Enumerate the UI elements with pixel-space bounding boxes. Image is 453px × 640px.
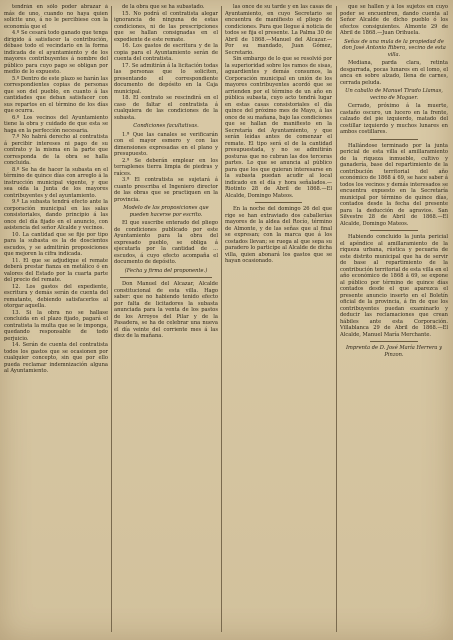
paragraph: 12. Los gastos del expediente, escritura y demás serán de cuenta del rematante, debiendo satisfacerlos al otorgar aquella. bbox=[4, 283, 108, 309]
paragraph: El que suscribe enterado del pliego de condiciones publicado por este Ayuntamiento para la obra del expresado pueblo, se obliga á ejecutarla por la cantidad de ... escudos, á cuyo efecto acompaña el documento de depósito. bbox=[114, 220, 218, 265]
section-divider bbox=[255, 202, 302, 203]
paragraph: Sin embargo de lo que se resolvió por la superioridad sobre los ramos de sisas, aguardientes y demás consumos, la Corporación municipal en unión de los mayores contribuyentes acordó que se arrienden por el término de un año en pública subasta, cuyo acto tendrá lugar en estas casas consistoriales el día quince del próximo mes de Mayo, á las once de su mañana, bajo las condiciones que se hallan de manifiesto en la Secretaría del Ayuntamiento, y que serán leídas antes de comenzar el remate. El tipo será el de la cantidad presupuestada, y no se admitirán posturas que no cubran las dos terceras partes. Lo que se anuncia al público para que los que quieran interesarse en la subasta puedan acudir al local indicado en el día y hora señalados.—Riotinto 28 de Abril de 1868.—El Alcalde, Domingo Mateos. bbox=[225, 56, 332, 199]
date-line: (Fecha y firma del proponente.) bbox=[124, 267, 208, 274]
paragraph: En la noche del domingo 26 del que rige se han extraviado dos caballerías mayores de la aldea del Rocío, término de Almonte, y de las señas que al final se expresan; con la marca que á los costados llevan; se ruega al que sepa su paradero lo participe al Alcalde de dicha villa, quien abonará los gastos que se hayan ocasionado. bbox=[225, 206, 332, 264]
paragraph: 1.ª Que las canales se verificarán con el mayor esmero y con las dimensiones expresadas en el plano y presupuesto. bbox=[114, 131, 218, 157]
paragraph: 9.º La subasta tendrá efecto ante la corporación municipal en las salas consistoriales, dando principio á las once del día fijado en el anuncio, con asistencia del señor Alcalde y vecinos. bbox=[4, 199, 108, 231]
column-4 bbox=[340, 4, 448, 634]
section-divider bbox=[370, 230, 418, 231]
paragraph: 17. Se admitirán á la licitación todas las personas que lo soliciten, presentando el correspondiente documento de depósito en la Caja municipal. bbox=[114, 62, 218, 95]
section-heading: Señas de una mula de la propiedad de don José Antonio Ribera, vecino de esta villa. bbox=[342, 38, 446, 58]
printer-imprint: Imprenta de D. José María Herrera y Pinzon. bbox=[345, 345, 443, 358]
paragraph: 15. No podrá el contratista alegar ignorancia de ninguna de estas condiciones, ni de las prescripciones que se hallan consignadas en el expediente de este remate. bbox=[114, 10, 218, 43]
paragraph: 8.º Se ha de hacer la subasta en el término de quince días con arreglo á la instrucción municipal vigente, y que sea oída la Junta de los mayores contribuyentes y del ayuntamiento. bbox=[4, 166, 108, 199]
paragraph: 2.ª Se deberán emplear en los terraplenes tierra limpia de piedras y raíces. bbox=[114, 157, 218, 177]
paragraph: 13. Si la obra no se hallase concluida en el plazo fijado, pagará el contratista la multa que se le imponga, quedando responsable de todo perjuicio. bbox=[4, 309, 108, 342]
paragraph: Habiendo concluido la junta pericial el apéndice al amillaramiento de la riqueza urbana, rústica y pecuaria de este distrito municipal que ha de servir de base al repartimiento de la contribución territorial de esta villa en el año económico de 1868 á 69, se expone al público por término de quince días contados desde el que aparezca el presente anuncio inserto en el Boletín oficial de la provincia, á fin de que los contribuyentes puedan examinarlo y deducir las reclamaciones que crean hábiles ante esta Corporación. Villablanca 29 de Abril de 1868.—El Alcalde, Manuel María Merchante. bbox=[340, 234, 448, 338]
column-divider bbox=[336, 6, 337, 632]
section-heading: Modelo de las proposiciones que pueden hacerse por escrito. bbox=[123, 205, 209, 218]
paragraph: 16. Los gastos de escritura y de la copia para el Ayuntamiento serán de cuenta del contratista. bbox=[114, 43, 218, 62]
column-divider bbox=[221, 6, 222, 632]
paragraph: que se hallen y á los sujetos en cuyo poder se encuentren, dando cuenta al Señor Alcalde de dicho pueblo ó los efectos consiguientes. Almonte 29 de Abril de 1868.—Juan Orihuela. bbox=[340, 4, 448, 36]
paragraph: 3.ª El contratista se sujetará á cuanto prescriba el Ingeniero director de las obras que se practiquen en la provincia. bbox=[114, 177, 218, 203]
paragraph: 4.º Se cesará todo ganado que tenga dirigido á satisfacer la contribución, débase todo el vecindario en la forma indicada de el ayuntamiento y de los mayores contribuyentes á nombre del público para cuyo pago se obligan por medio de lo expuesto. bbox=[4, 30, 108, 75]
paragraph: tendrán en sólo poder abrazar á más de uno, cuando no haya quien solicite uno, á no le percibiese con la economía que el bbox=[4, 4, 108, 30]
paragraph: Cerrado, próximo á la muerte, castaño oscuro, un lucero en la frente, calzado del pie izquierdo, matado del costillar izquierdo y muchos lunares en ambos costillares. bbox=[340, 103, 448, 135]
section-divider bbox=[370, 139, 418, 140]
section-heading: Condiciones facultativas. bbox=[133, 123, 199, 129]
paragraph: 11. El que se adjudique el remate deberá prestar fianza en metálico ó en valores del Estado por la cuarta parte del precio del remate. bbox=[4, 257, 108, 283]
paragraph: de la obra que se ha subastado. bbox=[122, 4, 205, 10]
section-divider bbox=[120, 277, 212, 278]
paragraph: Mediana, parda clara, retinta desgarrada, pocas lunares en el lomo, el anca en sobre alzado, llena de carnes, cerrada peluda. bbox=[340, 60, 448, 86]
paragraph: Hallándose terminado por la junta pericial de esta villa el amillaramiento de la riqueza inmueble, cultivo y ganadería, base del repartimiento de la contribución territorial del año económico de 1868 á 69, se hace saber á todos los vecinos y demás interesados se encuentra expuesto en la Secretaría municipal por término de quince días, contados desde la fecha del presente para la deducción de agravios. San Silvestre 28 de Abril de 1868.—El Alcalde, Domingo Mateos. bbox=[340, 142, 448, 227]
column-divider bbox=[111, 6, 112, 632]
section-divider bbox=[370, 341, 418, 342]
column-1 bbox=[4, 4, 108, 634]
paragraph: 14. Serán de cuenta del contratista todos los gastos que se ocasionen por cualquier concepto, sin que por ello pueda reclamar indemnización alguna al Ayuntamiento. bbox=[4, 342, 108, 374]
column-2 bbox=[114, 4, 218, 634]
paragraph: las once de su tarde y en las casas de Ayuntamiento, en cuyo Secretario se encuentra de manifiesto el pliego de condiciones. Para que llegue á noticia de todos se fija el presente. La Palma 30 de Abril de 1868.—Manuel del Alcazar.—Por su mandado, Juan Gómez, Secretario. bbox=[225, 4, 332, 56]
paragraph: Don Manuel del Alcazar, Alcalde constitucional de esta villa. Hago saber: que no habiendo tenido efecto por falta de licitadores la subasta anunciada para la venta de los pastos de los Arroyos del Pilar y de la Pasadera, se ha de celebrar una nueva el día veinte del corriente mes á las diez de la mañana. bbox=[114, 281, 218, 339]
paragraph: 7.º No habrá derecho al contratista á percibir intereses ni pago de su contrato y la misma en la parte que corresponda de la obra se halla concluida. bbox=[4, 134, 108, 166]
paragraph: 5.º Dentro de este plazo se harán las correspondientes copias de personas que son del pueblo, en cuanto á las cantidades que deban satisfacer con sus repartos en el término de los días que ocurra. bbox=[4, 75, 108, 114]
paragraph: 18. El contrato se rescindirá en el caso de faltar el contratista á cualquiera de las condiciones de la subasta. bbox=[114, 95, 218, 121]
paragraph: 6.º Los vecinos del Ayuntamiento tiene la obra y cuidado de que esta se haga en la perfección necesaria. bbox=[4, 114, 108, 134]
section-heading: Un caballo de Manuel Tirado Llamas, vecino de Moguer. bbox=[345, 88, 443, 101]
paragraph: 10. La cantidad que se fije por tipo para la subasta es la de doscientos escudos, y se admitirán proposiciones que mejoren la cifra indicada. bbox=[4, 231, 108, 257]
column-3 bbox=[225, 4, 332, 634]
